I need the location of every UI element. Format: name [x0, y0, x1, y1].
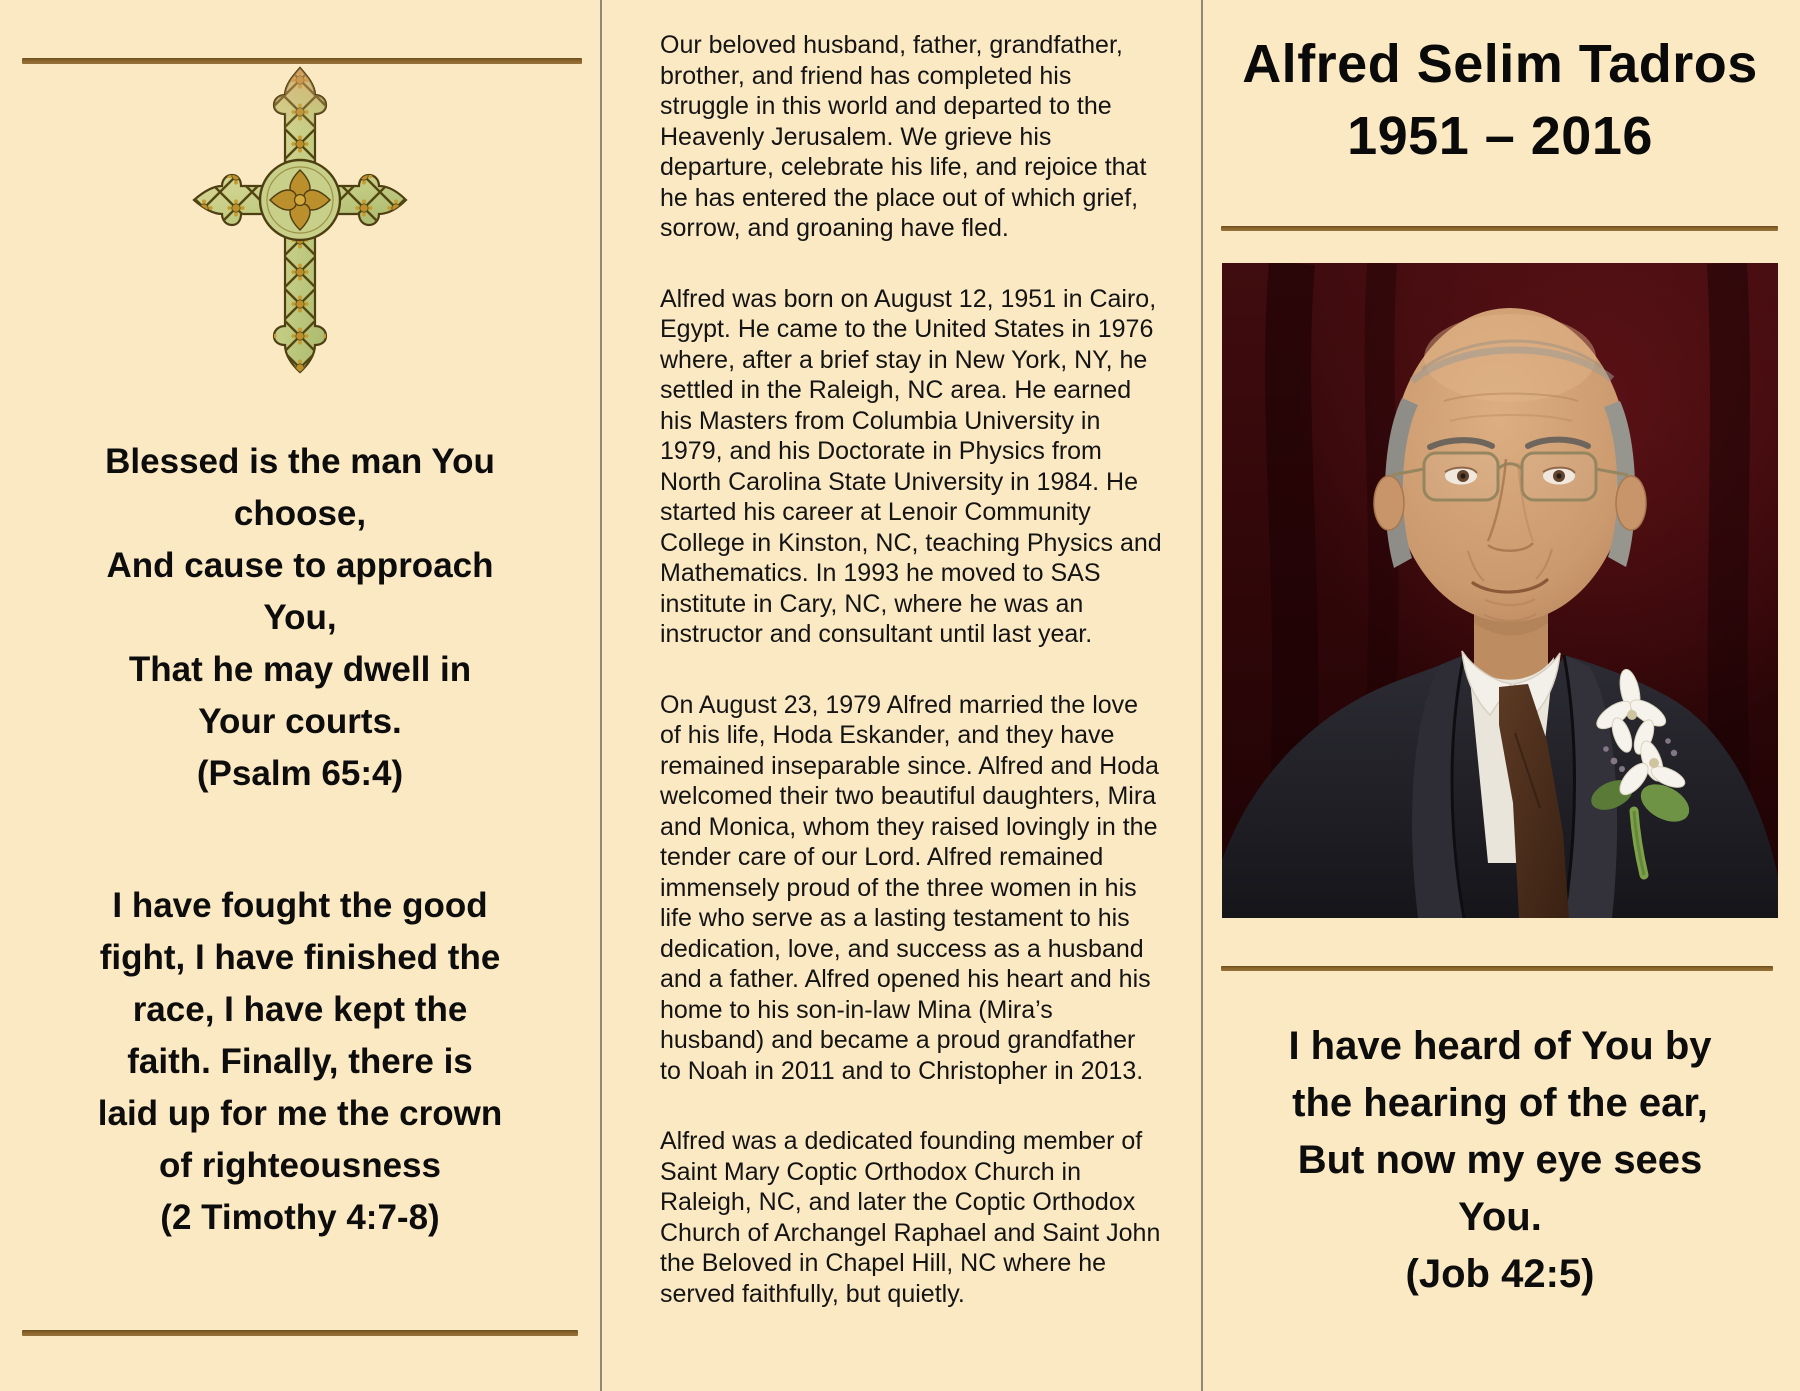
- psalm-verse-line: Blessed is the man You: [105, 442, 495, 481]
- deceased-years: 1951 – 2016: [1347, 106, 1653, 166]
- deceased-name: Alfred Selim Tadros: [1242, 34, 1758, 94]
- obituary-paragraph: Alfred was born on August 12, 1951 in Cairo, Egypt. He came to the United States in 1976 where, after a brief stay in New York, NY, he settled in the Raleigh, NC area. He earned his Masters from Columbia University in 1979, and his Doctorate in Physics from North Carolina State University in 1984. He started his career at Lenoir Community College in Kinston, NC, teaching Physics and Mathematics. In 1993 he moved to SAS institute in Cary, NC, where he was an instructor and consultant until last year.: [660, 284, 1162, 648]
- job-verse-line: the hearing of the ear,: [1292, 1081, 1708, 1125]
- psalm-verse-line: Your courts.: [198, 702, 402, 741]
- timothy-verse-line: I have fought the good: [112, 886, 488, 925]
- obituary-paragraph: Our beloved husband, father, grandfather, brother, and friend has completed his struggle in this world and departed to the Heavenly Jerusalem. We grieve his departure, celebrate his life, and rejoice that he has entered the place out of which grief, sorrow, and groaning have fled.: [660, 31, 1147, 242]
- obituary-paragraph: Alfred was a dedicated founding member of Saint Mary Coptic Orthodox Church in Raleigh, NC, and later the Coptic Orthodox Church of Archangel Raphael and Saint John the Beloved in Chapel Hill, NC where he served faithfully, but quietly.: [660, 1127, 1161, 1308]
- obituary-text: [660, 30, 1162, 1349]
- psalm-verse-line: That he may dwell in: [128, 650, 472, 689]
- psalm-verse-line: And cause to approach: [106, 546, 494, 585]
- job-verse-line: But now my eye sees: [1297, 1138, 1703, 1182]
- timothy-verse-line: (2 Timothy 4:7-8): [160, 1198, 440, 1237]
- portrait-photo-svg: [1222, 263, 1778, 918]
- timothy-verse-line: laid up for me the crown: [97, 1094, 503, 1133]
- psalm-verse-line: choose,: [233, 494, 367, 533]
- portrait-photo: [1222, 263, 1778, 918]
- psalm-verse: [8, 436, 592, 800]
- psalm-verse-line: You,: [263, 598, 337, 637]
- coptic-cross-svg: [188, 64, 412, 378]
- timothy-verse-line: faith. Finally, there is: [127, 1042, 473, 1081]
- timothy-verse-line: race, I have kept the: [132, 990, 468, 1029]
- right-panel-photo-rule: [1221, 966, 1773, 971]
- timothy-verse: [8, 880, 592, 1244]
- timothy-verse-line: fight, I have finished the: [99, 938, 501, 977]
- job-verse-line: You.: [1458, 1195, 1542, 1239]
- obituary-paragraph: On August 23, 1979 Alfred married the love of his life, Hoda Eskander, and they have remained inseparable since. Alfred and Hoda welcomed their two beautiful daughters, Mira and Monica, whom they raised lovingly in the tender care of our Lord. Alfred remained immensely proud of the three women in his life who serve as a lasting testament to his dedication, love, and success as a husband and a father. Alfred opened his heart and his home to his son-in-law Mina (Mira’s husband) and became a proud grandfather to Noah in 2011 and to Christopher in 2013.: [660, 690, 1159, 1085]
- title-block: [1204, 28, 1796, 172]
- job-verse: [1200, 1018, 1800, 1303]
- job-verse-line: (Job 42:5): [1405, 1252, 1595, 1296]
- panel-fold-divider-left: [600, 0, 602, 1391]
- right-panel-title-rule: [1221, 226, 1778, 231]
- psalm-verse-line: (Psalm 65:4): [196, 754, 404, 793]
- coptic-cross-icon: [188, 64, 412, 378]
- job-verse-line: I have heard of You by: [1288, 1024, 1712, 1068]
- timothy-verse-line: of righteousness: [159, 1146, 441, 1185]
- left-panel-bottom-rule: [22, 1330, 578, 1336]
